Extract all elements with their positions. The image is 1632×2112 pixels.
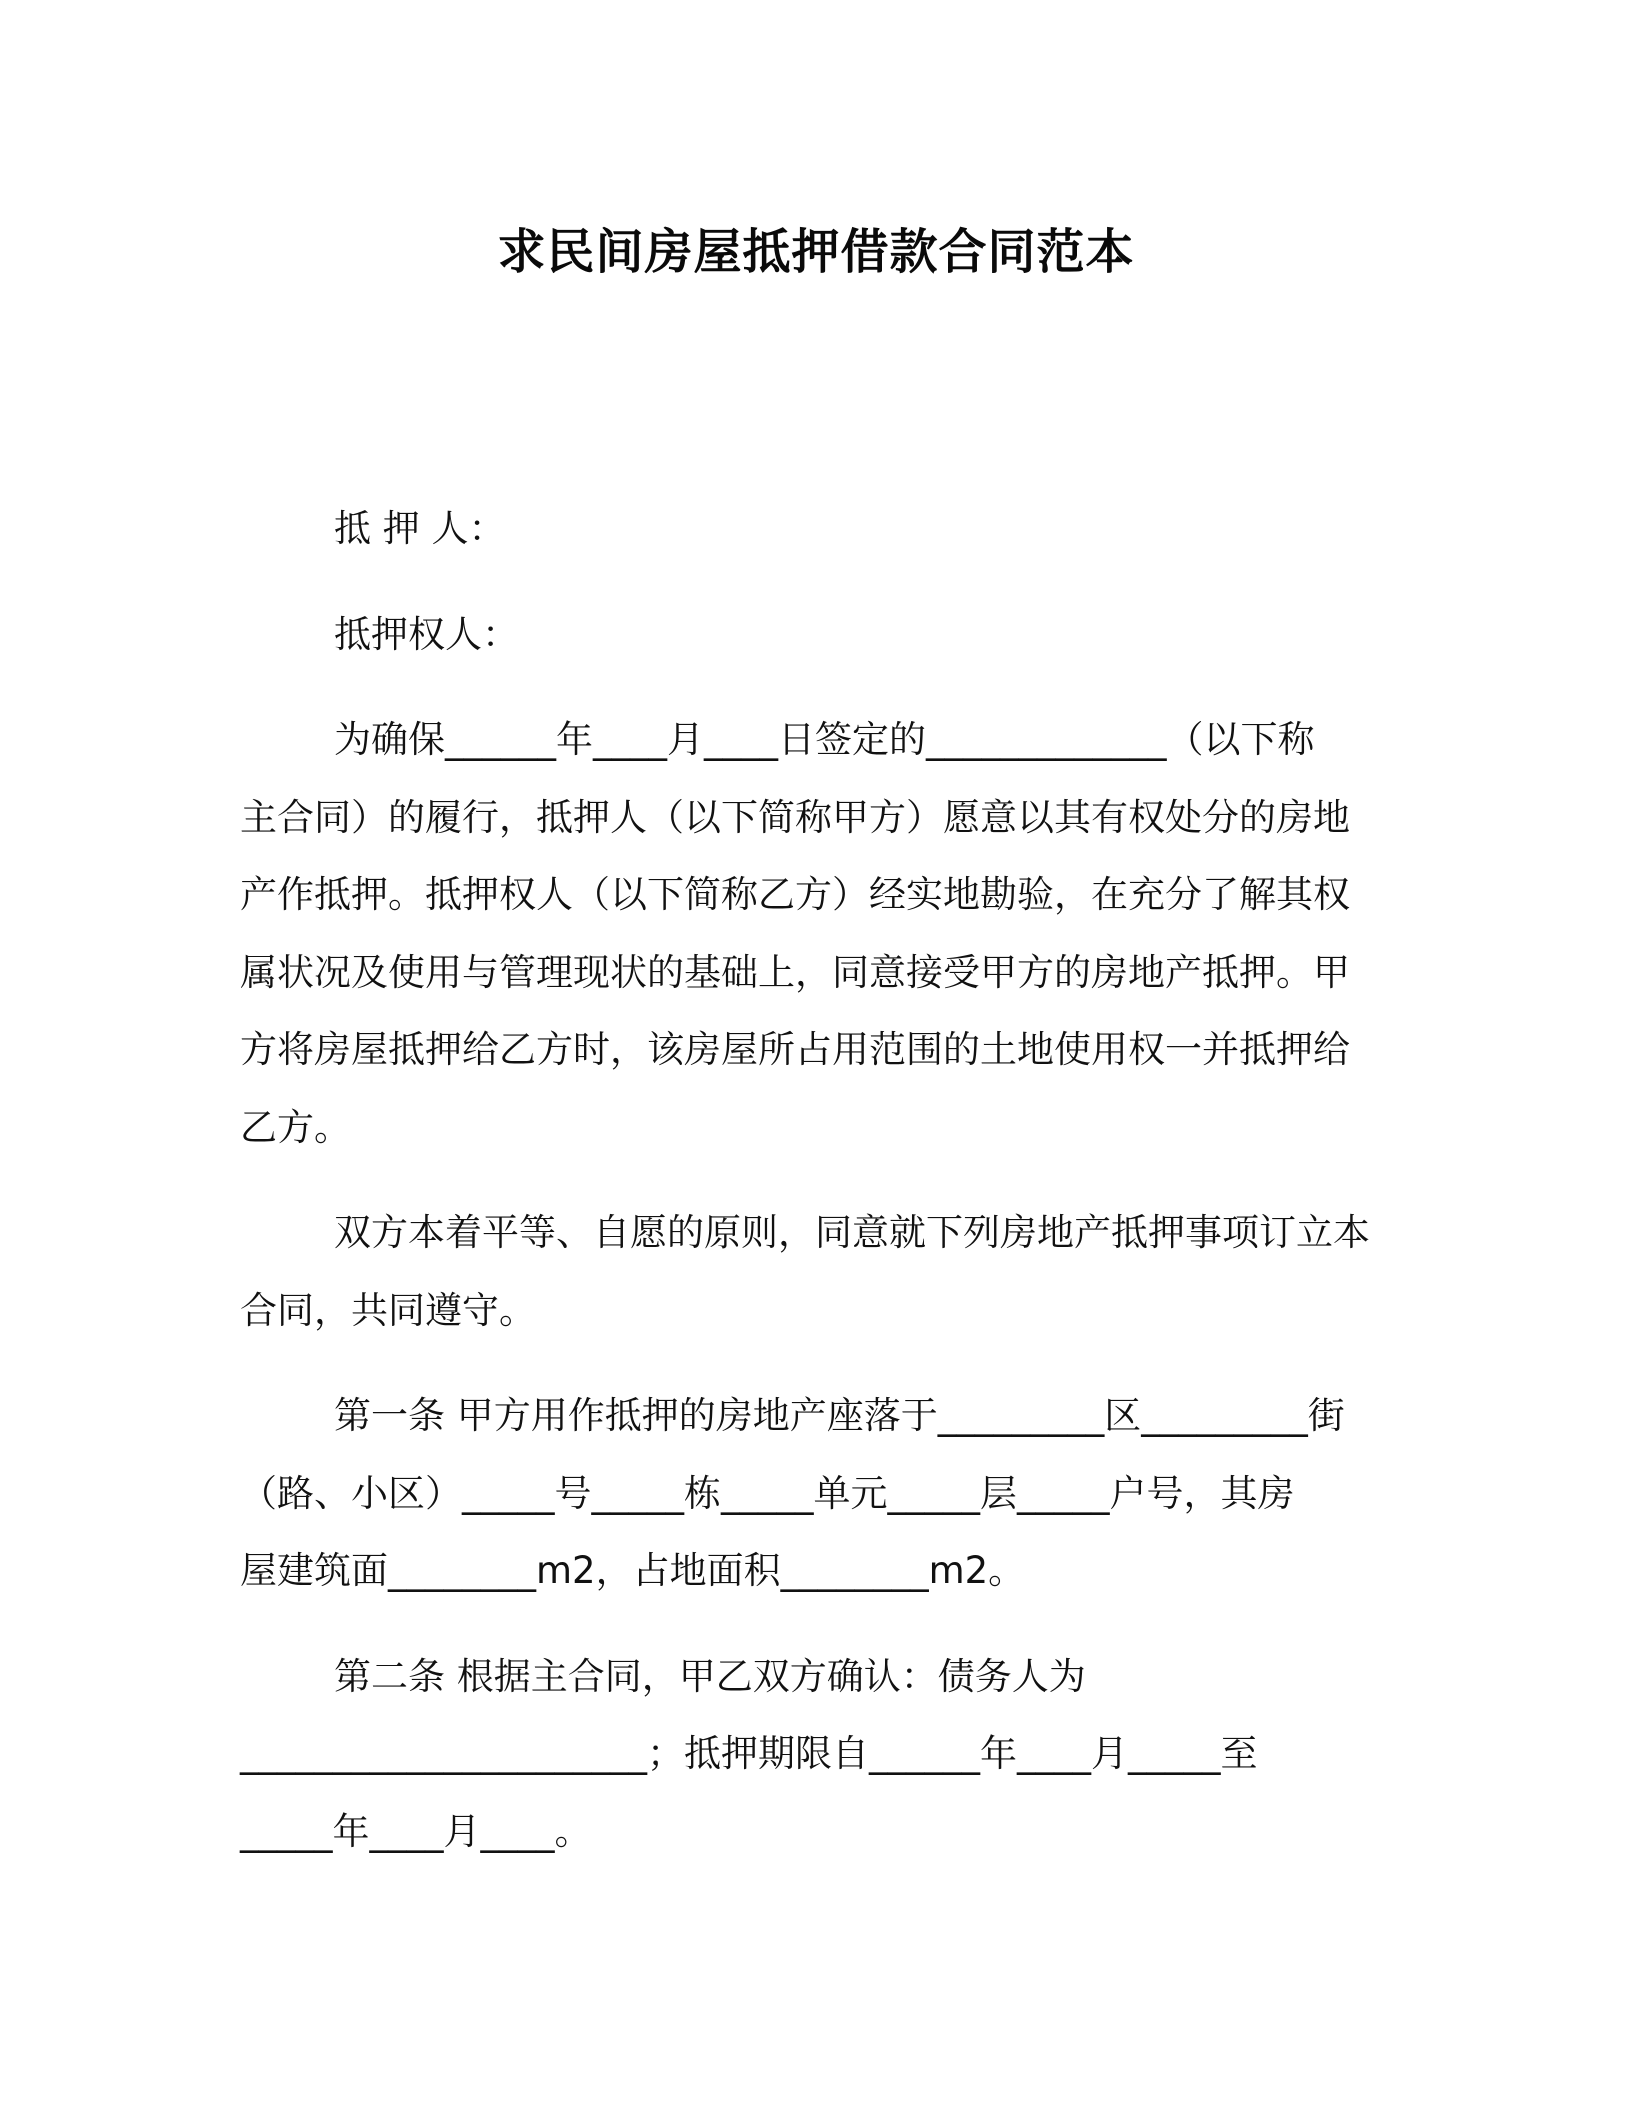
paragraph-line: 第二条 根据主合同，甲乙双方确认：债务人为 xyxy=(334,1654,1086,1698)
paragraph-line: 产作抵押。抵押权人（以下简称乙方）经实地勘验，在充分了解其权 xyxy=(240,873,1350,916)
paragraph-line: 双方本着平等、自愿的原则，同意就下列房地产抵押事项订立本 xyxy=(334,1211,1370,1254)
mortgagor-label: 抵 押 人： xyxy=(334,507,506,550)
paragraph-line: 合同，共同遵守。 xyxy=(240,1288,536,1332)
article-1 xyxy=(240,1377,1382,1610)
principle-paragraph xyxy=(240,1194,1382,1349)
paragraph-line: 第一条 甲方用作抵押的房地产座落于_________区_________街 xyxy=(334,1394,1345,1437)
purpose-paragraph xyxy=(240,701,1382,1166)
paragraph-line: 为确保______年____月____日签定的_____________（以下称 xyxy=(334,718,1315,761)
mortgagee-field xyxy=(240,596,1382,674)
paragraph-line: _____年____月____。 xyxy=(240,1809,592,1853)
paragraph-line: 方将房屋抵押给乙方时，该房屋所占用范围的土地使用权一并抵押给 xyxy=(240,1028,1350,1071)
mortgagor-field xyxy=(240,490,1382,568)
paragraph-line: 属状况及使用与管理现状的基础上，同意接受甲方的房地产抵押。甲 xyxy=(240,950,1350,994)
document-body xyxy=(240,490,1382,1898)
paragraph-line: 乙方。 xyxy=(240,1105,351,1149)
mortgagee-label: 抵押权人： xyxy=(334,612,519,656)
article-2 xyxy=(240,1638,1382,1871)
paragraph-line: （路、小区）_____号_____栋_____单元_____层_____户号，其房 xyxy=(240,1471,1295,1515)
paragraph-line: ______________________；抵押期限自______年____月_____至 xyxy=(240,1732,1258,1775)
paragraph-line: 屋建筑面________m2，占地面积________m2。 xyxy=(240,1549,1026,1592)
paragraph-line: 主合同）的履行，抵押人（以下简称甲方）愿意以其有权处分的房地 xyxy=(240,795,1350,839)
document-title: 求民间房屋抵押借款合同范本 xyxy=(497,224,1135,280)
